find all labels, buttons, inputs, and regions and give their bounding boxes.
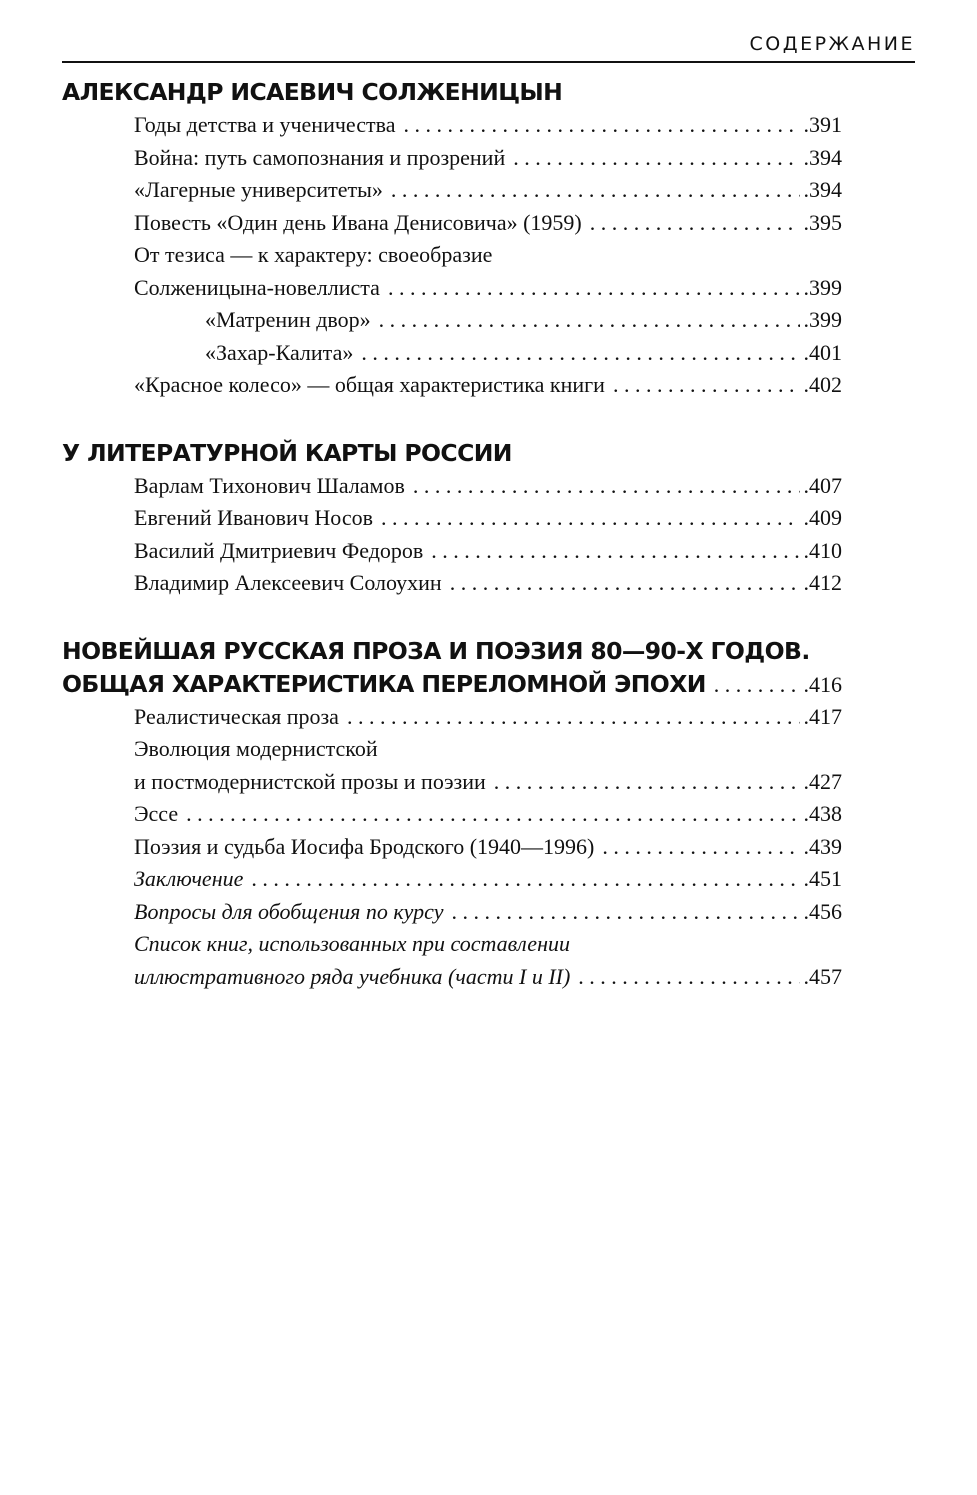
section-heading-text: ОБЩАЯ ХАРАКТЕРИСТИКА ПЕРЕЛОМНОЙ ЭПОХИ bbox=[62, 669, 706, 698]
toc-subentry[interactable] bbox=[62, 337, 842, 370]
entry-page: .391 bbox=[803, 112, 842, 137]
entry-title: «Красное колесо» — общая характеристика книги bbox=[134, 372, 605, 397]
entry-title: Война: путь самопознания и прозрений bbox=[134, 144, 506, 170]
entry-page: .395 bbox=[803, 209, 842, 235]
entry-page: .451 bbox=[803, 866, 842, 891]
entry-title: Заключение bbox=[134, 866, 244, 891]
dot-leader bbox=[379, 304, 800, 337]
entry-page: .399 bbox=[803, 274, 842, 300]
entry-page: .407 bbox=[803, 472, 842, 498]
entry-title-line1: Список книг, использованных при составлении bbox=[134, 931, 570, 956]
entry-page: .427 bbox=[803, 768, 842, 794]
entry-page: .394 bbox=[803, 144, 842, 170]
dot-leader bbox=[347, 701, 800, 734]
entry-title: Поэзия и судьба Иосифа Бродского (1940—1996) bbox=[134, 833, 595, 859]
table-of-contents bbox=[62, 76, 842, 993]
toc-entry[interactable] bbox=[62, 896, 842, 929]
entry-page: .401 bbox=[803, 339, 842, 365]
entry-title: Василий Дмитриевич Федоров bbox=[134, 537, 424, 563]
entry-title: Варлам Тихонович Шаламов bbox=[134, 472, 405, 498]
entry-title: Годы детства и ученичества bbox=[134, 112, 396, 137]
entry-title: Реалистическая проза bbox=[134, 703, 339, 729]
toc-entry[interactable] bbox=[62, 567, 842, 600]
toc-entry[interactable] bbox=[62, 831, 842, 864]
toc-entry[interactable] bbox=[62, 470, 842, 503]
entry-page: .409 bbox=[803, 505, 842, 530]
dot-leader bbox=[590, 207, 800, 240]
dot-leader bbox=[494, 766, 800, 799]
dot-leader bbox=[450, 567, 800, 600]
dot-leader bbox=[431, 535, 799, 568]
entry-page: .399 bbox=[803, 307, 842, 332]
toc-entry[interactable] bbox=[62, 239, 842, 304]
dot-leader bbox=[186, 798, 799, 831]
dot-leader bbox=[613, 369, 800, 402]
entry-title-line1: От тезиса — к характеру: своеобразие bbox=[134, 242, 493, 267]
dot-leader bbox=[602, 831, 799, 864]
toc-entry[interactable] bbox=[62, 207, 842, 240]
toc-section-literary-map bbox=[62, 437, 842, 600]
dot-leader bbox=[452, 896, 800, 929]
entry-page: .457 bbox=[803, 963, 842, 989]
toc-entry[interactable] bbox=[62, 369, 842, 402]
dot-leader bbox=[714, 668, 800, 701]
section-heading: АЛЕКСАНДР ИСАЕВИЧ СОЛЖЕНИЦЫН bbox=[62, 78, 563, 106]
dot-leader bbox=[391, 174, 800, 207]
section-heading: У ЛИТЕРАТУРНОЙ КАРТЫ РОССИИ bbox=[62, 438, 512, 467]
toc-entry[interactable] bbox=[62, 928, 842, 993]
dot-leader bbox=[381, 502, 800, 535]
entry-title: Евгений Иванович Носов bbox=[134, 505, 373, 530]
dot-leader bbox=[403, 109, 799, 142]
running-head: СОДЕРЖАНИЕ bbox=[62, 30, 915, 63]
entry-page: .412 bbox=[803, 570, 842, 595]
entry-title: «Матренин двор» bbox=[205, 307, 371, 332]
entry-title: Эссе bbox=[134, 801, 179, 826]
toc-section-solzhenitsyn bbox=[62, 76, 842, 402]
dot-leader bbox=[361, 337, 799, 370]
entry-title: иллюстративного ряда учебника (части I и II) bbox=[134, 963, 571, 989]
section-heading-line1: НОВЕЙШАЯ РУССКАЯ ПРОЗА И ПОЭЗИЯ 80—90-Х ГОДОВ. bbox=[62, 636, 810, 665]
entry-title: Солженицына-новеллиста bbox=[134, 274, 380, 300]
dot-leader bbox=[413, 470, 800, 503]
toc-entry[interactable] bbox=[62, 174, 842, 207]
dot-leader bbox=[578, 961, 799, 994]
dot-leader bbox=[388, 272, 800, 305]
section-page: .416 bbox=[803, 671, 842, 697]
entry-title: «Лагерные университеты» bbox=[134, 177, 383, 202]
entry-title-line1: Эволюция модернистской bbox=[134, 736, 378, 761]
dot-leader bbox=[251, 863, 799, 896]
toc-entry[interactable] bbox=[62, 109, 842, 142]
entry-page: .439 bbox=[803, 833, 842, 859]
entry-page: .402 bbox=[803, 372, 842, 397]
toc-section-newest-prose bbox=[62, 635, 842, 994]
toc-entry[interactable] bbox=[62, 701, 842, 734]
dot-leader bbox=[513, 142, 799, 175]
entry-page: .417 bbox=[803, 703, 842, 729]
toc-entry[interactable] bbox=[62, 502, 842, 535]
entry-page: .410 bbox=[803, 537, 842, 563]
entry-page: .394 bbox=[803, 177, 842, 202]
toc-entry[interactable] bbox=[62, 535, 842, 568]
entry-page: .456 bbox=[803, 898, 842, 924]
toc-entry[interactable] bbox=[62, 142, 842, 175]
entry-title: и постмодернистской прозы и поэзии bbox=[134, 768, 486, 794]
toc-entry[interactable] bbox=[62, 863, 842, 896]
entry-title: Повесть «Один день Ивана Денисовича» (1959) bbox=[134, 209, 582, 235]
toc-subentry[interactable] bbox=[62, 304, 842, 337]
entry-page: .438 bbox=[803, 801, 842, 826]
section-heading-line2[interactable] bbox=[62, 668, 842, 701]
toc-entry[interactable] bbox=[62, 798, 842, 831]
entry-title: «Захар-Калита» bbox=[205, 339, 354, 365]
toc-entry[interactable] bbox=[62, 733, 842, 798]
entry-title: Вопросы для обобщения по курсу bbox=[134, 898, 444, 924]
entry-title: Владимир Алексеевич Солоухин bbox=[134, 570, 442, 595]
